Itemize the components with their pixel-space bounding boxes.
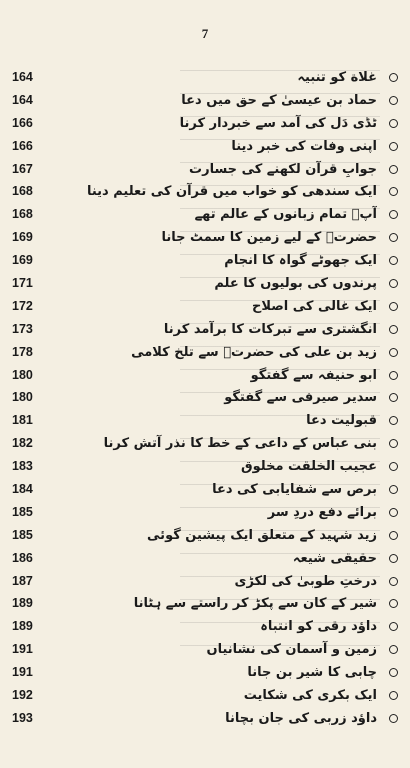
toc-title: داؤد زربی کی جان بچانا xyxy=(225,710,377,726)
toc-row xyxy=(0,366,410,389)
toc-row xyxy=(0,411,410,434)
toc-title: ٹڈی دَل کی آمد سے خبردار کرنا xyxy=(179,115,377,131)
toc-title: آپؑ تمام زبانوں کے عالم تھے xyxy=(194,207,377,223)
toc-page-number: 193 xyxy=(12,710,33,725)
toc-title: اپنی وفات کی خبر دینا xyxy=(231,138,377,154)
toc-page-number: 187 xyxy=(12,573,33,588)
toc-title: ایک غالی کی اصلاح xyxy=(252,298,377,314)
toc-page-number: 167 xyxy=(12,161,33,176)
bullet-circle-icon xyxy=(389,714,398,723)
toc-title: ابو حنیفہ سے گفتگو xyxy=(250,367,377,383)
toc-page-number: 168 xyxy=(12,184,33,199)
bullet-circle-icon xyxy=(389,73,398,82)
toc-row xyxy=(0,640,410,663)
bullet-circle-icon xyxy=(389,691,398,700)
toc-title: زید شہید کے متعلق ایک پیشین گوئی xyxy=(147,527,377,543)
toc-page-number: 166 xyxy=(12,138,33,153)
toc-title: ایک سندھی کو خواب میں قرآن کی تعلیم دینا xyxy=(86,184,377,200)
bullet-circle-icon xyxy=(389,233,398,242)
toc-row xyxy=(0,434,410,457)
bullet-circle-icon xyxy=(389,119,398,128)
bullet-circle-icon xyxy=(389,279,398,288)
toc-page-number: 173 xyxy=(12,321,33,336)
toc-row xyxy=(0,114,410,137)
toc-page-number: 191 xyxy=(12,665,33,680)
bullet-circle-icon xyxy=(389,142,398,151)
toc-page-number: 164 xyxy=(12,92,33,107)
toc-title: جوابِ قرآن لکھنے کی جسارت xyxy=(189,161,377,177)
toc-row xyxy=(0,297,410,320)
toc-page-number: 178 xyxy=(12,344,33,359)
toc-title: چابی کا شیر بن جانا xyxy=(247,665,377,681)
toc-title: غلاة کو تنبیہ xyxy=(297,70,377,85)
toc-row xyxy=(0,526,410,549)
toc-page-number: 189 xyxy=(12,619,33,634)
bullet-circle-icon xyxy=(389,554,398,563)
bullet-circle-icon xyxy=(389,485,398,494)
toc-page-number: 181 xyxy=(12,413,33,428)
toc-row xyxy=(0,182,410,205)
bullet-circle-icon xyxy=(389,439,398,448)
toc-title: ایک بکری کی شکایت xyxy=(243,688,377,704)
toc-page-number: 184 xyxy=(12,482,33,497)
toc-row xyxy=(0,480,410,503)
bullet-circle-icon xyxy=(389,393,398,402)
toc-page-number: 191 xyxy=(12,642,33,657)
toc-title: داؤد رقی کو انتباہ xyxy=(260,619,377,635)
toc-title: برص سے شفایابی کی دعا xyxy=(212,482,377,498)
bullet-circle-icon xyxy=(389,416,398,425)
toc-page-number: 189 xyxy=(12,596,33,611)
toc-row xyxy=(0,617,410,640)
bullet-circle-icon xyxy=(389,165,398,174)
toc-page-number: 180 xyxy=(12,367,33,382)
toc-row xyxy=(0,457,410,480)
toc-title: زمین و آسمان کی نشانیاں xyxy=(206,642,377,658)
bullet-circle-icon xyxy=(389,371,398,380)
toc-row xyxy=(0,343,410,366)
toc-title: درختِ طوبیٰ کی لکڑی xyxy=(234,573,377,589)
toc-page-number: 183 xyxy=(12,459,33,474)
bullet-circle-icon xyxy=(389,302,398,311)
toc-title: قبولیت دعا xyxy=(306,413,377,429)
toc-page-number: 186 xyxy=(12,550,33,565)
toc-row xyxy=(0,274,410,297)
bullet-circle-icon xyxy=(389,348,398,357)
toc-title: برائے دفع دردِ سر xyxy=(267,504,377,520)
bullet-circle-icon xyxy=(389,577,398,586)
toc-page-number: 171 xyxy=(12,276,33,291)
toc-title: ایک جھوٹے گواہ کا انجام xyxy=(224,253,377,269)
toc-row xyxy=(0,388,410,411)
toc-page-number: 164 xyxy=(12,70,33,84)
toc-page-number: 192 xyxy=(12,688,33,703)
bullet-circle-icon xyxy=(389,599,398,608)
toc-page-number: 166 xyxy=(12,115,33,130)
toc-title: سدیر صیرفی سے گفتگو xyxy=(224,390,377,406)
toc-row xyxy=(0,137,410,160)
bullet-circle-icon xyxy=(389,462,398,471)
toc-row xyxy=(0,160,410,183)
bullet-circle-icon xyxy=(389,622,398,631)
toc-page-number: 172 xyxy=(12,298,33,313)
bullet-circle-icon xyxy=(389,325,398,334)
toc-row xyxy=(0,686,410,709)
toc-page-number: 185 xyxy=(12,504,33,519)
toc-page-number: 182 xyxy=(12,436,33,451)
toc-row xyxy=(0,572,410,595)
toc-page-number: 185 xyxy=(12,527,33,542)
toc-row xyxy=(0,663,410,686)
bullet-circle-icon xyxy=(389,210,398,219)
toc-title: انگشتری سے تبرکات کا برآمد کرنا xyxy=(163,321,377,337)
toc-title: عجیب الخلقت مخلوق xyxy=(241,459,377,475)
toc-row xyxy=(0,549,410,572)
bullet-circle-icon xyxy=(389,187,398,196)
bullet-circle-icon xyxy=(389,256,398,265)
table-of-contents xyxy=(0,68,410,732)
toc-title: پرندوں کی بولیوں کا علم xyxy=(214,276,377,292)
toc-title: زید بن علی کی حضرتؑ سے تلخ کلامی xyxy=(131,344,377,360)
toc-row xyxy=(0,68,410,91)
toc-row xyxy=(0,594,410,617)
toc-title: شیر کے کان سے پکڑ کر راستے سے ہٹانا xyxy=(133,596,377,612)
page-number: 7 xyxy=(201,26,209,41)
toc-row xyxy=(0,320,410,343)
bullet-circle-icon xyxy=(389,668,398,677)
toc-title: حقیقی شیعہ xyxy=(292,550,377,566)
toc-row xyxy=(0,205,410,228)
bullet-circle-icon xyxy=(389,96,398,105)
toc-row xyxy=(0,228,410,251)
toc-row xyxy=(0,91,410,114)
toc-row xyxy=(0,251,410,274)
toc-row xyxy=(0,709,410,732)
bullet-circle-icon xyxy=(389,508,398,517)
toc-page-number: 169 xyxy=(12,230,33,245)
toc-page-number: 180 xyxy=(12,390,33,405)
toc-page-number: 168 xyxy=(12,207,33,222)
toc-row xyxy=(0,503,410,526)
bullet-circle-icon xyxy=(389,531,398,540)
toc-page-number: 169 xyxy=(12,253,33,268)
toc-title: حضرتؑ کے لیے زمین کا سمٹ جانا xyxy=(161,230,377,246)
toc-title: بنی عباس کے داعی کے خط کا نذر آتش کرنا xyxy=(103,436,377,452)
bullet-circle-icon xyxy=(389,645,398,654)
toc-title: حماد بن عیسیٰ کے حق میں دعا xyxy=(181,92,377,108)
